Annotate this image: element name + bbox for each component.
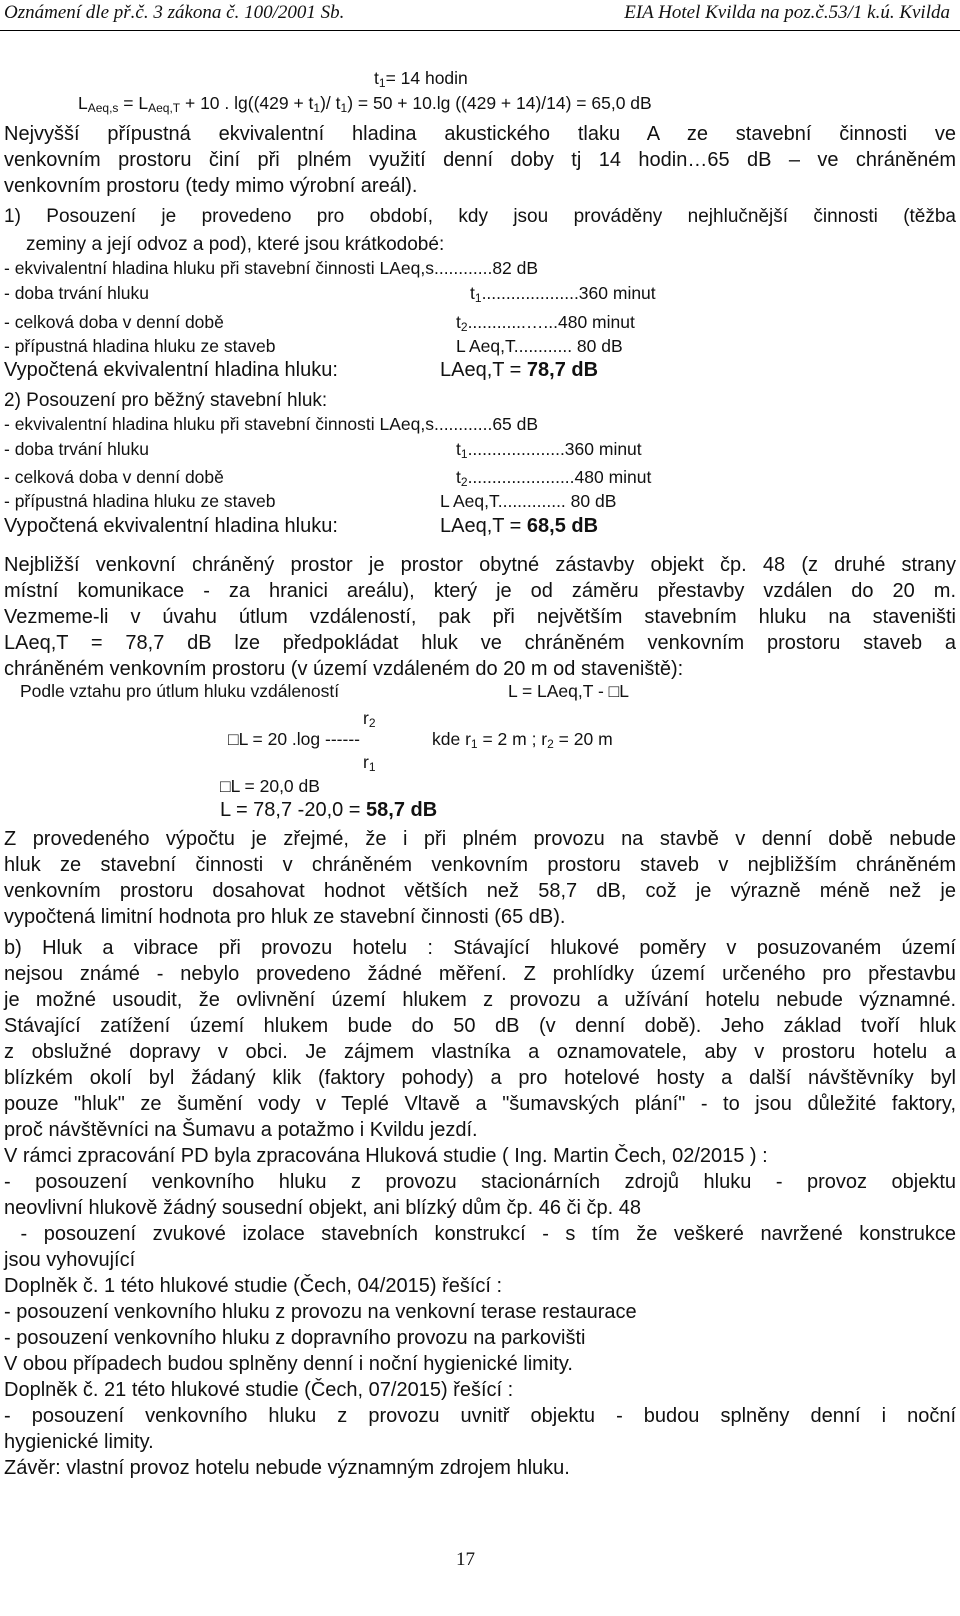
text-line: b) Hluk a vibrace při provozu hotelu : Stávající hlukové poměry v posuzovaném území xyxy=(4,937,956,959)
where-sub1: 1 xyxy=(470,737,478,751)
final-value: 58,7 dB xyxy=(366,799,438,821)
header-divider xyxy=(0,30,960,31)
paragraph-hotel-operation xyxy=(4,935,956,1143)
text-line: neovlivní hlukově žádný sousední objekt, ani blízký dům čp. 46 či čp. 48 xyxy=(4,1197,642,1219)
case1-row-leq: - ekvivalentní hladina hluku při stavební činnosti LAeq,s............82 dB xyxy=(4,258,539,278)
formula-delta-l: □L = 20 .log ------ xyxy=(228,729,360,749)
formula-label: Podle vztahu pro útlum hluku vzdáleností xyxy=(20,681,340,701)
r-subscript: 1 xyxy=(368,760,376,774)
case1-result-label: Vypočtená ekvivalentní hladina hluku: xyxy=(4,359,338,381)
text-line: blízkém okolí byl žádaný klik (faktory pohody) a pro hotelové hosty a další návštěvníky byl xyxy=(4,1067,956,1089)
text-line: V obou případech budou splněny denní i noční hygienické limity. xyxy=(4,1353,573,1375)
page-number: 17 xyxy=(456,1549,475,1570)
text-line: Nejvyšší přípustná ekvivalentní hladina akustického tlaku A ze stavební činnosti ve xyxy=(4,123,956,145)
t-subscript: 1 xyxy=(474,291,482,305)
paragraph-limit xyxy=(4,121,956,199)
paragraph-noise-study xyxy=(4,1143,956,1481)
text-line: venkovním prostoru (tedy mimo výrobní areál). xyxy=(4,175,418,197)
result-value: 68,5 dB xyxy=(526,515,599,537)
where-a: kde r xyxy=(432,729,471,749)
paragraph-nearest xyxy=(4,552,956,682)
text-line: nejsou známé - nebylo provedeno žádné měření. Z prohlídky území určeného pro přestavbu xyxy=(4,963,956,985)
text-line: jsou vyhovující xyxy=(4,1249,136,1271)
where-b: = 2 m ; r xyxy=(477,729,548,749)
text-line: proč návštěvníci na Šumavu a potažmo i Kvildu jezdí. xyxy=(4,1119,478,1141)
header-left: Oznámení dle př.č. 3 zákona č. 100/2001 Sb. xyxy=(4,2,345,23)
text-line: - posouzení venkovního hluku z provozu uvnitř objektu - budou splněny denní i noční xyxy=(4,1405,956,1427)
result-prefix: LAeq,T = xyxy=(440,515,527,537)
leq-part-b: )/ t xyxy=(320,93,341,113)
result-value: 78,7 dB xyxy=(526,359,599,381)
leq-formula xyxy=(78,93,652,114)
formula-r2 xyxy=(363,708,376,729)
formula-relation: L = LAeq,T - □L xyxy=(508,681,629,701)
case1-row-duration-label: - doba trvání hluku xyxy=(4,283,149,303)
r-subscript: 2 xyxy=(368,716,376,730)
where-sub2: 2 xyxy=(547,737,554,751)
text-line: Závěr: vlastní provoz hotelu nebude významným zdrojem hluku. xyxy=(4,1457,570,1479)
t-symbol: t xyxy=(456,467,461,487)
case2-row-limit-label: - přípustná hladina hluku ze staveb xyxy=(4,491,276,511)
text-line: LAeq,T = 78,7 dB lze předpokládat hluk ve chráněném venkovním prostoru staveb a xyxy=(4,632,956,654)
text-line: Doplněk č. 1 této hlukové studie (Čech, 04/2015) řešící : xyxy=(4,1275,503,1297)
t-symbol: t xyxy=(470,283,475,303)
leq-part-c: ) = 50 + 10.lg ((429 + 14)/14) = 65,0 dB xyxy=(347,93,652,113)
text-line: - posouzení venkovního hluku z provozu na venkovní terase restaurace xyxy=(4,1301,637,1323)
leq-sub-t1b: 1 xyxy=(340,101,348,115)
leq-symbol: L xyxy=(78,93,88,113)
case2-result xyxy=(440,513,598,539)
case2-row-leq: - ekvivalentní hladina hluku při stavební činnosti LAeq,s............65 dB xyxy=(4,414,539,434)
t1-value: = 14 hodin xyxy=(385,68,468,88)
formula-delta-value: □L = 20,0 dB xyxy=(220,776,320,796)
text-line: - posouzení venkovního hluku z dopravního provozu na parkovišti xyxy=(4,1327,586,1349)
case2-result-label: Vypočtená ekvivalentní hladina hluku: xyxy=(4,515,338,537)
where-c: = 20 m xyxy=(553,729,613,749)
leq-sub-t1a: 1 xyxy=(313,101,321,115)
formula-final xyxy=(220,797,437,823)
text-line: Z provedeného výpočtu je zřejmé, že i při plném provozu na stavbě v denní době nebude xyxy=(4,828,956,850)
text-line: hluk ze stavební činnosti v chráněném venkovním prostoru staveb v nejbližším chráněném xyxy=(4,854,956,876)
t1-subscript: 1 xyxy=(378,76,386,90)
text-line: chráněném venkovním prostoru (v území vzdáleném do 20 m od staveniště): xyxy=(4,658,684,680)
t-symbol: t xyxy=(456,439,461,459)
case2-row-total-value xyxy=(456,467,651,488)
case1-row-limit-label: - přípustná hladina hluku ze staveb xyxy=(4,336,276,356)
text-line: Nejbližší venkovní chráněný prostor je prostor obytné zástavby objekt čp. 48 (z druhé strany xyxy=(4,554,956,576)
case1-row-total-value xyxy=(456,312,635,333)
text-line: V rámci zpracování PD byla zpracována Hluková studie ( Ing. Martin Čech, 02/2015 ) : xyxy=(4,1145,768,1167)
text-line: venkovním prostoru činí při plném využití denní doby tj 14 hodin…65 dB – ve chráněném xyxy=(4,149,956,171)
value: ......................480 minut xyxy=(467,467,652,487)
text-line: z obslužné dopravy v obci. Je zájmem vlastníka a oznamovatele, aby v prostoru hotelu a xyxy=(4,1041,956,1063)
case2-title: 2) Posouzení pro běžný stavební hluk: xyxy=(4,390,328,411)
leq-eq: = L xyxy=(118,93,149,113)
leq-sub-aeqs: Aeq,s xyxy=(87,101,119,115)
text-line: hygienické limity. xyxy=(4,1431,154,1453)
case2-row-limit-value: L Aeq,T.............. 80 dB xyxy=(440,491,617,511)
t-subscript: 1 xyxy=(460,447,468,461)
paragraph-conclusion-construction xyxy=(4,826,956,930)
final-prefix: L = 78,7 -20,0 = xyxy=(220,799,367,821)
r-symbol: r xyxy=(363,752,369,772)
text-line: - posouzení venkovního hluku z provozu stacionárních zdrojů hluku - provoz objektu xyxy=(4,1171,956,1193)
text-line: Doplněk č. 21 této hlukové studie (Čech, 07/2015) řešící : xyxy=(4,1379,514,1401)
r-symbol: r xyxy=(363,708,369,728)
case2-row-duration-value xyxy=(456,439,642,460)
formula-where xyxy=(432,729,613,750)
text-line: místní komunikace - za hranici areálu), který je od záměru přestavby vzdálen do 20 m. xyxy=(4,580,956,602)
case2-row-duration-label: - doba trvání hluku xyxy=(4,439,149,459)
text-line: venkovním prostoru dosahovat hodnot větších než 58,7 dB, což je výrazně méně než je xyxy=(4,880,956,902)
case1-row-duration-value xyxy=(470,283,656,304)
text-line: pouze "hluk" ze šumění vody v Teplé Vltavě a "šumavských plání" - to jsou důležité faktory, xyxy=(4,1093,956,1115)
t-symbol: t xyxy=(456,312,461,332)
header-right: EIA Hotel Kvilda na poz.č.53/1 k.ú. Kvilda xyxy=(624,2,950,23)
case2-row-total-label: - celková doba v denní době xyxy=(4,467,224,487)
text-line: Stávající zatížení území hlukem bude do 50 dB (v denní době). Jeho základ tvoří hluk xyxy=(4,1015,956,1037)
leq-sub-aeqt: Aeq,T xyxy=(148,101,181,115)
text-line: - posouzení zvukové izolace stavebních konstrukcí - s tím že veškeré navržené konstrukce xyxy=(4,1223,956,1245)
text-line: Vezmeme-li v úvahu útlum vzdáleností, pak při největším stavebním hluku na staveništi xyxy=(4,606,956,628)
case1-result xyxy=(440,357,598,383)
text-line: vypočtená limitní hodnota pro hluk ze stavební činnosti (65 dB). xyxy=(4,906,566,928)
t1-symbol: t xyxy=(374,68,379,88)
t-subscript: 2 xyxy=(460,320,468,334)
case1-row-limit-value: L Aeq,T............ 80 dB xyxy=(456,336,623,356)
formula-r1 xyxy=(363,752,376,773)
value: ....................360 minut xyxy=(467,439,642,459)
t-subscript: 2 xyxy=(460,475,468,489)
text-line: zeminy a její odvoz a pod), které jsou krátkodobé: xyxy=(26,234,445,255)
value: ............…...480 minut xyxy=(467,312,635,332)
text-line: je možné usoudit, že ovlivnění území hlukem z provozu a užívání hotelu nebude významné. xyxy=(4,989,956,1011)
text-line: 1) Posouzení je provedeno pro období, kdy jsou prováděny nejhlučnější činnosti (těžba xyxy=(4,206,956,227)
case1-row-total-label: - celková doba v denní době xyxy=(4,312,224,332)
case1-intro xyxy=(4,203,956,259)
value: ....................360 minut xyxy=(481,283,656,303)
result-prefix: LAeq,T = xyxy=(440,359,527,381)
t1-line xyxy=(374,68,468,89)
leq-part-a: + 10 . lg((429 + t xyxy=(180,93,314,113)
